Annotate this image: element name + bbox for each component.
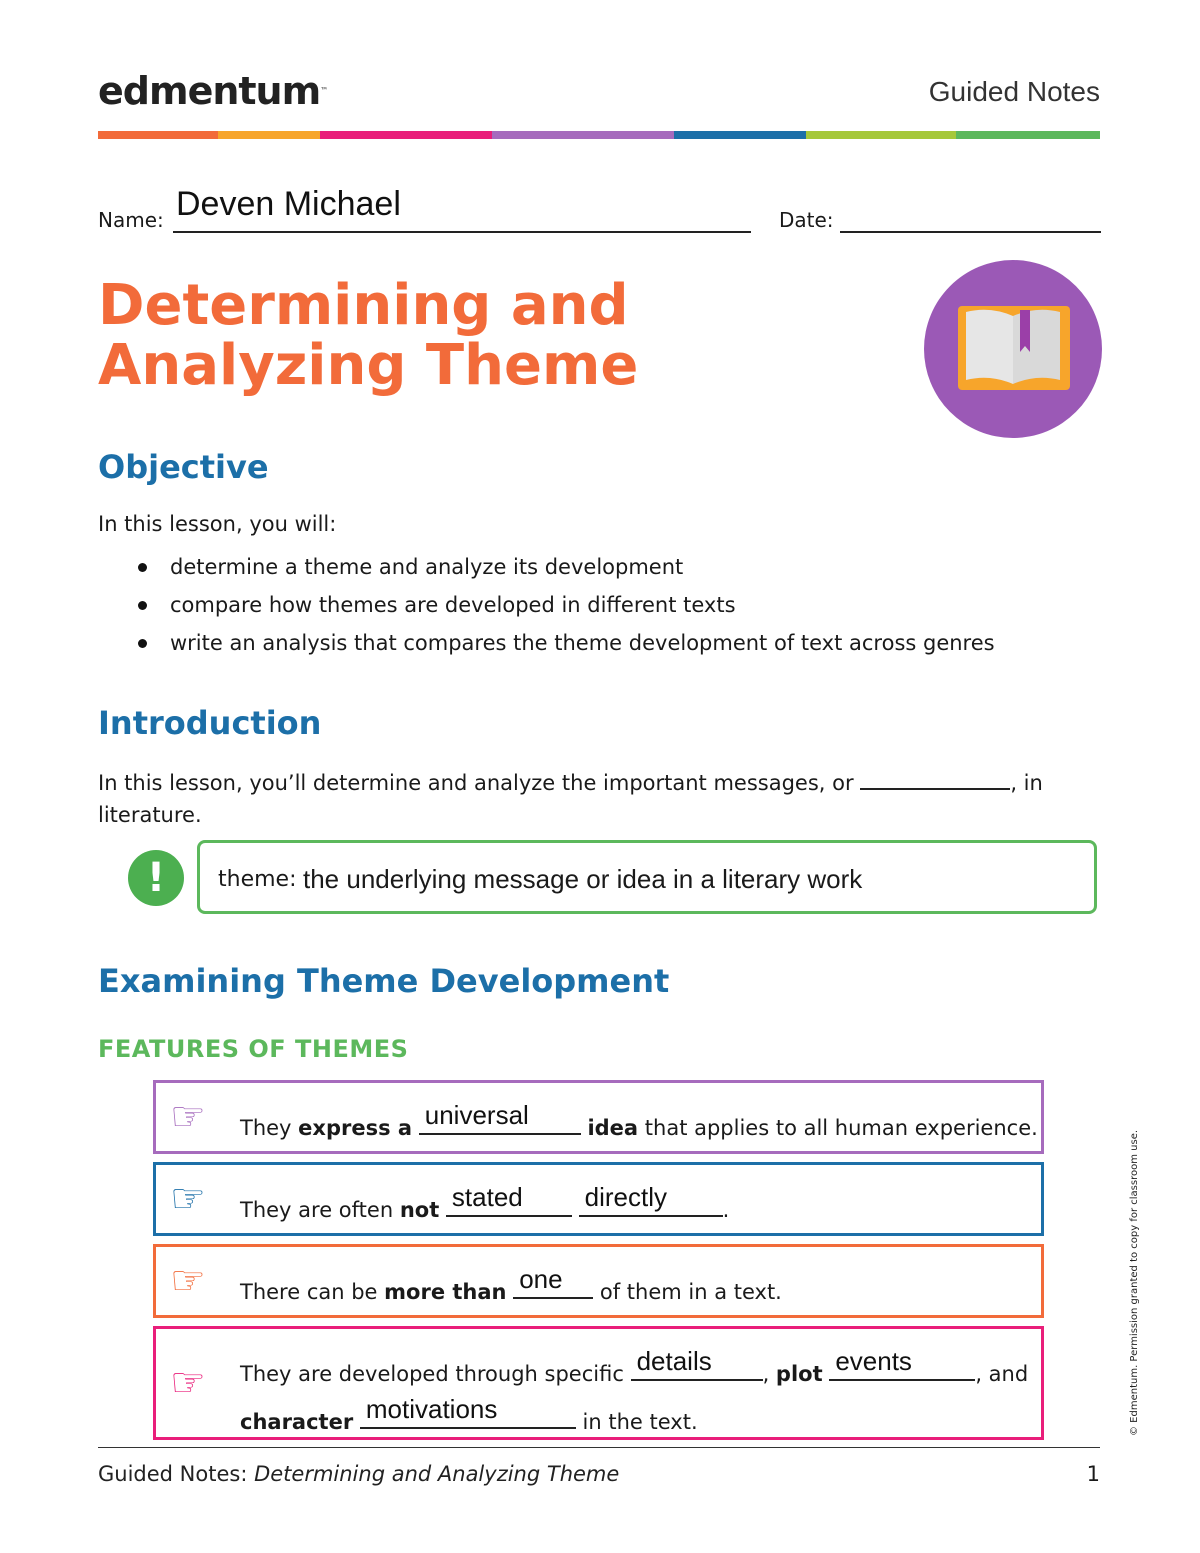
edmentum-logo: edmentum™	[98, 69, 328, 113]
footer-divider	[98, 1447, 1100, 1448]
bullet-icon	[138, 639, 147, 648]
pointing-hand-icon: ☞	[170, 1258, 206, 1304]
feature-box-not-stated	[153, 1162, 1044, 1236]
objective-intro: In this lesson, you will:	[98, 512, 337, 536]
feature-text: character motivations in the text.	[240, 1394, 698, 1434]
bullet-icon	[138, 601, 147, 610]
book-icon	[924, 260, 1102, 438]
feature-box-more-than	[153, 1244, 1044, 1318]
page-title: Determining and Analyzing Theme	[98, 273, 639, 398]
feature-text: They express a universal idea that applies to all human experience.	[240, 1100, 1038, 1140]
examining-heading: Examining Theme Development	[98, 962, 670, 1000]
objective-heading: Objective	[98, 448, 269, 486]
feature-text: They are often not stated directly .	[240, 1182, 730, 1222]
list-item: compare how themes are developed in different texts	[98, 586, 995, 624]
footer-title: Guided Notes: Determining and Analyzing Theme	[98, 1462, 620, 1486]
fill-blank[interactable]: directly	[579, 1191, 723, 1217]
page-number: 1	[1086, 1462, 1100, 1486]
fill-blank[interactable]: motivations	[360, 1403, 576, 1429]
definition-callout	[197, 840, 1097, 914]
bullet-icon	[138, 563, 147, 572]
name-field[interactable]	[173, 231, 751, 233]
list-item: write an analysis that compares the theme development of text across genres	[98, 624, 995, 662]
feature-text: They are developed through specific details , plot events , and	[240, 1346, 1029, 1386]
pointing-hand-icon: ☞	[170, 1094, 206, 1140]
fill-blank[interactable]: stated	[446, 1191, 572, 1217]
callout-term: theme:	[218, 867, 297, 892]
list-item: determine a theme and analyze its development	[98, 548, 995, 586]
fill-blank[interactable]: events	[829, 1355, 975, 1381]
feature-box-developed	[153, 1326, 1044, 1440]
fill-blank[interactable]: universal	[419, 1109, 581, 1135]
pointing-hand-icon: ☞	[170, 1176, 206, 1222]
objective-list	[98, 548, 995, 662]
features-subheading: FEATURES OF THEMES	[98, 1035, 409, 1063]
date-field[interactable]	[840, 231, 1101, 233]
feature-text: There can be more than one of them in a text.	[240, 1264, 782, 1304]
exclamation-icon: !	[128, 850, 184, 906]
pointing-hand-icon: ☞	[170, 1360, 206, 1406]
copyright-side-note: © Edmentum. Permission granted to copy for classroom use.	[1129, 1129, 1140, 1436]
fill-blank[interactable]: one	[513, 1273, 593, 1299]
introduction-heading: Introduction	[98, 704, 322, 742]
name-label: Name:	[98, 208, 164, 232]
date-label: Date:	[779, 208, 834, 232]
theme-blank[interactable]	[860, 766, 1010, 790]
introduction-text: In this lesson, you’ll determine and analyze the important messages, or , in literature.	[98, 766, 1098, 831]
callout-definition: the underlying message or idea in a literary work	[303, 864, 863, 894]
feature-box-universal	[153, 1080, 1044, 1154]
header-color-bar	[98, 131, 1100, 139]
fill-blank[interactable]: details	[631, 1355, 763, 1381]
name-value: Deven Michael	[176, 185, 401, 223]
doc-type-label: Guided Notes	[928, 76, 1100, 107]
